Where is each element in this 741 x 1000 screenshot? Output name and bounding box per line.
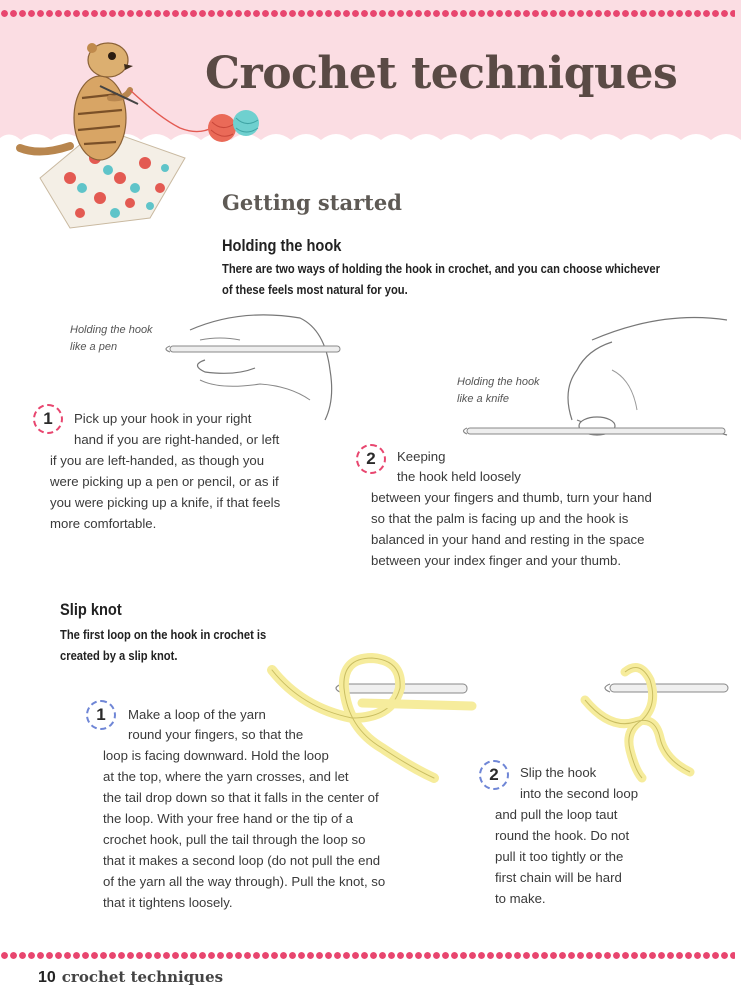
slip-knot-heading: Slip knot bbox=[60, 600, 122, 619]
holding-hook-intro: There are two ways of holding the hook in crochet, and you can choose whichever of these feels most natural for you. bbox=[222, 261, 660, 297]
slip-step-1-line1: Make a loop of the yarn bbox=[128, 707, 266, 722]
slip-step-2-line1: Slip the hook bbox=[520, 765, 597, 780]
slip-knot-intro-line1: The first loop on the hook in crochet is bbox=[60, 627, 267, 642]
slip-step-2-line4: round the hook. Do not bbox=[495, 828, 630, 843]
slip-step-1-line9: of the yarn all the way through). Pull the knot, so bbox=[103, 874, 386, 889]
slip-step-1-line7: crochet hook, pull the tail through the loop so bbox=[103, 832, 366, 847]
slip-step-2-line3: and pull the loop taut bbox=[495, 807, 618, 822]
holding-hook-heading: Holding the hook bbox=[222, 236, 342, 255]
yarn-on-hook-illustration bbox=[580, 660, 730, 780]
hold-step-1-line5: you were picking up a knife, if that feels bbox=[50, 495, 281, 510]
slip-knot-intro-line2: created by a slip knot. bbox=[60, 648, 178, 663]
caption-knife-line1: Holding the hook bbox=[457, 376, 540, 388]
bottom-dotted-border bbox=[0, 951, 735, 960]
slip-step-2-line7: to make. bbox=[495, 891, 546, 906]
hold-step-2-badge: 2 bbox=[356, 444, 386, 474]
hold-step-1-line3: if you are left-handed, as though you bbox=[50, 453, 265, 468]
page-number: 10 bbox=[38, 969, 56, 986]
hold-step-2-line5: balanced in your hand and resting in the space bbox=[371, 532, 645, 547]
page-title: Crochet techniques bbox=[205, 48, 678, 99]
hold-step-1-line2: hand if you are right-handed, or left bbox=[74, 432, 280, 447]
slip-step-1-line6: the loop. With your free hand or the tip of a bbox=[103, 811, 353, 826]
slip-step-1-badge: 1 bbox=[86, 700, 116, 730]
hold-step-2-line2: the hook held loosely bbox=[397, 469, 521, 484]
hold-step-1-line1: Pick up your hook in your right bbox=[74, 411, 252, 426]
hold-step-1-badge: 1 bbox=[33, 404, 63, 434]
section-heading: Getting started bbox=[222, 190, 402, 215]
caption-pen-line1: Holding the hook bbox=[70, 324, 153, 336]
footer-label: crochet techniques bbox=[61, 968, 224, 986]
slip-step-2-line2: into the second loop bbox=[520, 786, 639, 801]
slip-step-1-line4: at the top, where the yarn crosses, and let bbox=[103, 769, 349, 784]
hold-step-2-line6: between your index finger and your thumb. bbox=[371, 553, 621, 568]
caption-pen-line2: like a pen bbox=[70, 341, 118, 353]
slip-step-2-badge: 2 bbox=[479, 760, 509, 790]
hold-step-1-line6: more comfortable. bbox=[50, 516, 157, 531]
hold-step-2-line3: between your fingers and thumb, turn your hand bbox=[371, 490, 652, 505]
slip-step-1-line10: that it tightens loosely. bbox=[103, 895, 233, 910]
hold-step-1-line4: were picking up a pen or pencil, or as if bbox=[50, 474, 279, 489]
caption-knife-line2: like a knife bbox=[457, 393, 509, 405]
hand-pen-grip-illustration bbox=[160, 310, 350, 420]
slip-step-2-line6: first chain will be hard bbox=[495, 870, 622, 885]
page-footer bbox=[38, 968, 223, 987]
slip-step-1-line3: loop is facing downward. Hold the loop bbox=[103, 748, 329, 763]
slip-step-2-line5: pull it too tightly or the bbox=[495, 849, 624, 864]
slip-step-1-line2: round your fingers, so that the bbox=[128, 727, 304, 742]
hand-knife-grip-illustration bbox=[462, 310, 732, 460]
hold-step-2-line4: so that the palm is facing up and the hook is bbox=[371, 511, 629, 526]
hold-step-2-line1: Keeping bbox=[397, 449, 446, 464]
slip-step-1-line8: that it makes a second loop (do not pull the end bbox=[103, 853, 381, 868]
slip-step-1-line5: the tail drop down so that it falls in the center of bbox=[103, 790, 379, 805]
top-dotted-border bbox=[0, 9, 735, 18]
